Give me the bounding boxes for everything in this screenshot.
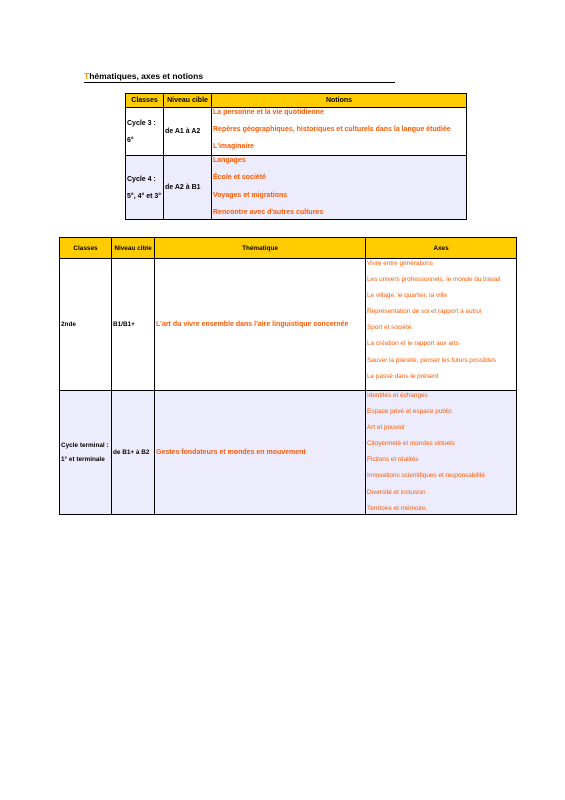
header-level: Niveau cible — [164, 94, 212, 108]
section-title — [84, 71, 395, 83]
level-cell: de B1+ à B2 — [112, 391, 155, 515]
header-axes: Axes — [366, 238, 517, 259]
axes-cell — [366, 391, 517, 515]
class-line: 1° et terminale — [61, 455, 105, 463]
table-header-row — [126, 94, 467, 108]
class-line: 6° — [127, 136, 134, 144]
notions-cell — [212, 156, 467, 220]
class-cell — [126, 156, 164, 220]
table-header-row — [60, 238, 517, 259]
axis-item: Vivre entre générations — [367, 260, 433, 267]
axis-item: Les univers professionnels, le monde du travail — [367, 276, 501, 284]
axis-item: Le passé dans le présent — [367, 372, 439, 380]
axis-item: Espace privé et espace public — [367, 408, 452, 416]
class-cell — [60, 391, 112, 515]
header-level: Niveau cible — [112, 238, 155, 259]
axis-item: Innovations scientifiques et responsabilité — [367, 472, 485, 480]
axis-item: Art et pouvoir — [367, 424, 406, 432]
axis-item: La création et le rapport aux arts — [367, 340, 460, 348]
axis-item: Sauver la planète, penser les futurs possibles — [367, 356, 496, 364]
level-cell: de A1 à A2 — [164, 108, 212, 156]
notion-item: La personne et la vie quotidienne — [213, 109, 324, 116]
axis-item: Le village, le quartier, la ville — [367, 292, 447, 300]
class-line: Cycle 3 : — [127, 119, 156, 127]
section-title-text: hématiques, axes et notions — [89, 71, 204, 81]
header-theme: Thématique — [155, 238, 366, 259]
axis-item: Diversité et inclusion — [367, 488, 426, 496]
axis-item: Territoire et mémoire. — [367, 504, 428, 512]
axis-item: Citoyenneté et mondes virtuels — [367, 440, 455, 448]
notion-item: Voyages et migrations — [213, 191, 288, 199]
axes-cell — [366, 259, 517, 391]
axis-item: Fictions et réalités — [367, 456, 419, 464]
table-row — [126, 108, 467, 156]
table-row — [126, 156, 467, 220]
class-cell — [126, 108, 164, 156]
section-title-initial: T — [84, 71, 90, 81]
header-classes: Classes — [60, 238, 112, 259]
lycee-axes-table — [59, 237, 517, 515]
header-notions: Notions — [212, 94, 467, 108]
header-classes: Classes — [126, 94, 164, 108]
notion-item: L'imaginaire — [213, 143, 254, 150]
level-cell: B1/B1+ — [112, 259, 155, 391]
table-row — [60, 259, 517, 391]
class-line: 5°, 4° et 3° — [127, 192, 162, 200]
class-line: 2nde — [61, 320, 76, 328]
notion-item: Rencontre avec d'autres cultures — [213, 208, 324, 216]
axis-item: Représentation de soi et rapport à autrui — [367, 308, 482, 316]
theme-cell: L'art du vivre ensemble dans l'aire linguistique concernée — [155, 259, 366, 391]
notion-item: École et société — [213, 174, 266, 182]
theme-cell: Gestes fondateurs et mondes en mouvement — [155, 391, 366, 515]
notion-item: Langages — [213, 157, 246, 164]
notions-cell — [212, 108, 467, 156]
class-line: Cycle terminal : — [61, 441, 109, 449]
axis-item: Identités et échanges — [367, 392, 428, 399]
class-line: Cycle 4 : — [127, 175, 156, 183]
level-cell: de A2 à B1 — [164, 156, 212, 220]
college-notions-table — [125, 93, 467, 220]
axis-item: Sport et société — [367, 324, 412, 332]
class-cell — [60, 259, 112, 391]
notion-item: Repères géographiques, historiques et culturels dans la langue étudiée — [213, 126, 451, 133]
table-row — [60, 391, 517, 515]
